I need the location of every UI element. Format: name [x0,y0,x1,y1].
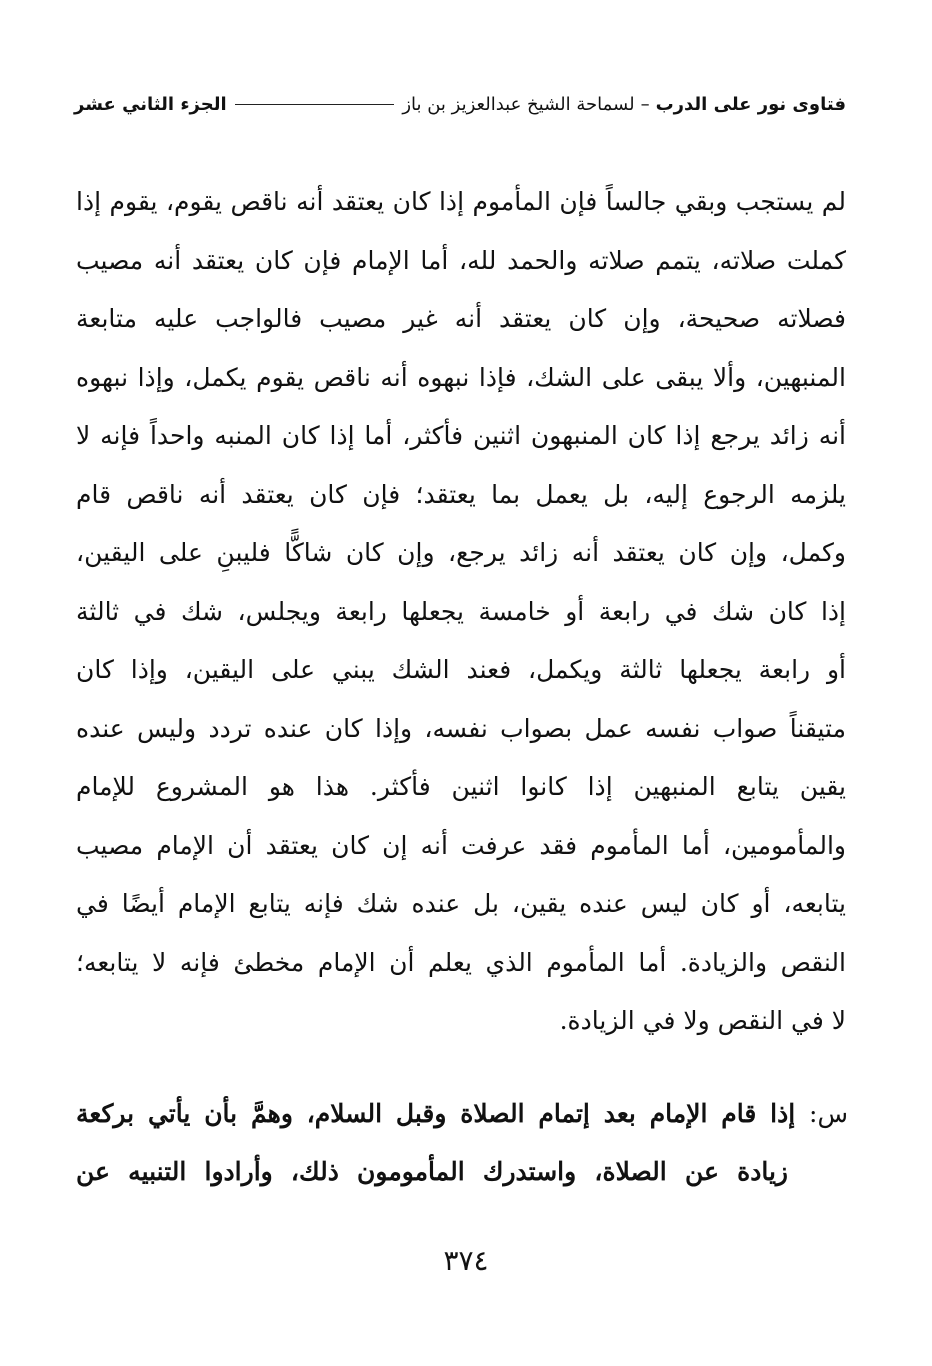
book-title: فتاوى نور على الدرب [655,93,846,115]
body-line: أو رابعة يجعلها ثالثة ويكمل، فعند الشك يبني على اليقين، وإذا كان [76,655,846,684]
running-header [74,86,846,122]
header-author: لسماحة الشيخ عبدالعزيز بن باز [402,93,635,115]
body-line: لم يستجب وبقي جالساً فإن المأموم إذا كان يعتقد أنه ناقص يقوم، يقوم إذا [76,187,846,216]
body-line: النقص والزيادة. أما المأموم الذي يعلم أن الإمام مخطئ فإنه لا يتابعه؛ [76,947,846,977]
question-text: إذا قام الإمام بعد إتمام الصلاة وقبل السلام، وهمَّ بأن يأتي بركعة [76,1099,796,1128]
body-line: متيقناً صواب نفسه عمل بصواب نفسه، وإذا كان عنده تردد وليس عنده [76,713,846,743]
body-line: والمأمومين، أما المأموم فقد عرفت أنه إن كان يعتقد أن الإمام مصيب [76,830,846,860]
body-line: يقين يتابع المنبهين إذا كانوا اثنين فأكثر. هذا هو المشروع للإمام [76,772,846,801]
body-line: لا في النقص ولا في الزيادة. [559,1006,846,1035]
question-line: زيادة عن الصلاة، واستدرك المأمومون ذلك، وأرادوا التنبيه عن [76,1157,788,1186]
body-line: أنه زائد يرجع إذا كان المنبهون اثنين فأكثر، أما إذا كان المنبه واحداً فإنه لا [76,421,846,450]
page-number: ٣٧٤ [443,1244,489,1277]
question-prefix: س: [809,1099,848,1128]
header-rule [235,104,395,105]
question-block [76,1088,848,1204]
body-line: إذا كان شك في رابعة أو خامسة يجعلها رابعة ويجلس، شك في ثالثة [76,596,846,626]
body-line: المنبهين، وألا يبقى على الشك، فإذا نبهوه أنه ناقص يقوم يكمل، وإذا نبهوه [76,362,846,392]
question-line [76,1088,848,1146]
body-paragraph [76,176,846,1054]
body-line: يتابعه، أو كان ليس عنده يقين، بل عنده شك فإنه يتابع الإمام أيضًا في [76,889,846,918]
volume-label: الجزء الثاني عشر [74,93,227,115]
body-line: فصلاته صحيحة، وإن كان يعتقد أنه غير مصيب فالواجب عليه متابعة [76,304,846,333]
header-separator: – [640,93,650,115]
body-line: يلزمه الرجوع إليه، بل يعمل بما يعتقد؛ فإن كان يعتقد أنه ناقص قام [76,479,846,509]
body-line: وكمل، وإن كان يعتقد أنه زائد يرجع، وإن كان شاكًّا فليبنِ على اليقين، [76,538,846,567]
body-line: كملت صلاته، يتمم صلاته والحمد لله، أما الإمام فإن كان يعتقد أنه مصيب [76,245,846,275]
